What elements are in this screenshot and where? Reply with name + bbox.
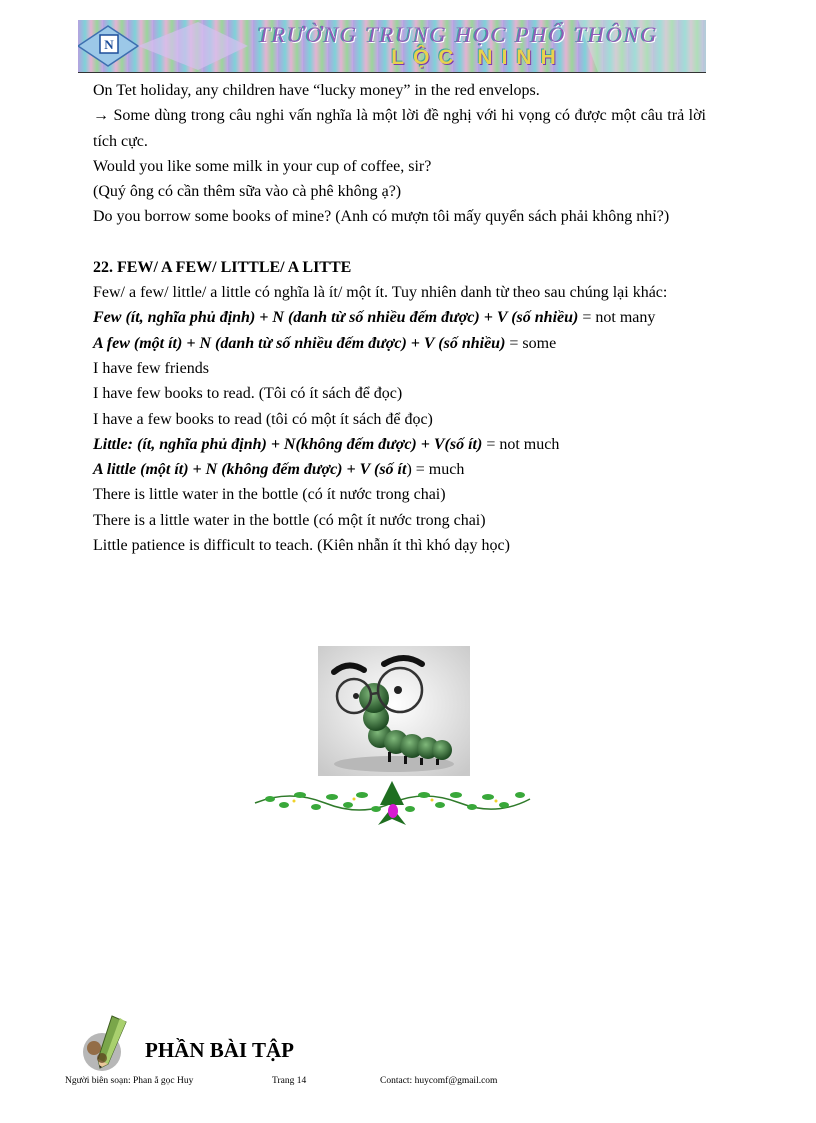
footer-contact: Contact: huycomf@gmail.com xyxy=(380,1076,498,1086)
example-line: There is little water in the bottle (có ít nước trong chai) xyxy=(93,486,446,504)
rule-few xyxy=(93,305,706,330)
arrow-icon: → xyxy=(93,107,109,125)
rule-a-little xyxy=(93,457,706,482)
paragraph: Would you like some milk in your cup of coffee, sir? xyxy=(93,157,432,175)
example-line: There is a little water in the bottle (có một ít nước trong chai) xyxy=(93,511,486,529)
paragraph: On Tet holiday, any children have “lucky money” in the red envelops. xyxy=(93,82,540,99)
rule-formula: Few (ít, nghĩa phủ định) + N (danh từ số nhiều đếm được) + V (số nhiều) xyxy=(93,309,579,327)
paragraph: Do you borrow some books of mine? (Anh có mượn tôi mấy quyển sách phải không nhỉ?) xyxy=(93,208,670,226)
footer-page-number: Trang 14 xyxy=(272,1076,307,1086)
section-heading: 22. FEW/ A FEW/ LITTLE/ A LITTE xyxy=(93,258,352,276)
page-content xyxy=(93,78,706,558)
example-line: I have a few books to read (tôi có một ít sách để đọc) xyxy=(93,410,433,428)
flower-vine-divider-icon xyxy=(250,775,535,830)
rule-equivalent: = not much xyxy=(482,435,560,453)
banner-title: TRƯỜNG TRUNG HỌC PHỔ THÔNG xyxy=(257,22,659,47)
example-line: I have few books to read. (Tôi có ít sách để đọc) xyxy=(93,385,403,403)
rule-formula: A little (một ít) + N (không đếm được) + V (số ít xyxy=(93,461,407,479)
header-banner xyxy=(78,20,706,73)
rule-equivalent: = some xyxy=(505,334,557,352)
rule-formula: Little: (ít, nghĩa phủ định) + N(không đếm được) + V(số ít) xyxy=(93,435,483,453)
rule-equivalent: ) = much xyxy=(406,461,465,479)
example-line: I have few friends xyxy=(93,359,209,377)
rule-little xyxy=(93,432,706,457)
rule-a-few xyxy=(93,331,706,356)
paragraph xyxy=(93,103,706,154)
section-intro: Few/ a few/ little/ a little có nghĩa là ít/ một ít. Tuy nhiên danh từ theo sau chúng lại khác: xyxy=(93,284,668,302)
footer-author: Người biên soạn: Phan ắ gọc Huy xyxy=(65,1076,194,1086)
paragraph: (Quý ông có cần thêm sữa vào cà phê không ạ?) xyxy=(93,183,402,201)
pencil-icon xyxy=(82,1012,132,1074)
rule-formula: A few (một ít) + N (danh từ số nhiều đếm được) + V (số nhiều) xyxy=(93,334,506,352)
spacer xyxy=(93,230,706,255)
exercise-section-title: PHẦN BÀI TẬP xyxy=(145,1038,294,1062)
caterpillar-with-glasses-icon xyxy=(318,646,470,776)
rule-equivalent: = not many xyxy=(578,309,656,327)
example-line: Little patience is difficult to teach. (Kiên nhẫn ít thì khó dạy học) xyxy=(93,537,510,555)
banner-subtitle: LỘC NINH xyxy=(391,46,565,69)
svg-text:N: N xyxy=(104,37,114,52)
paragraph-text: Some dùng trong câu nghi vấn nghĩa là một lời đề nghị với hi vọng có được một câu trả lời tích cực. xyxy=(93,107,706,150)
